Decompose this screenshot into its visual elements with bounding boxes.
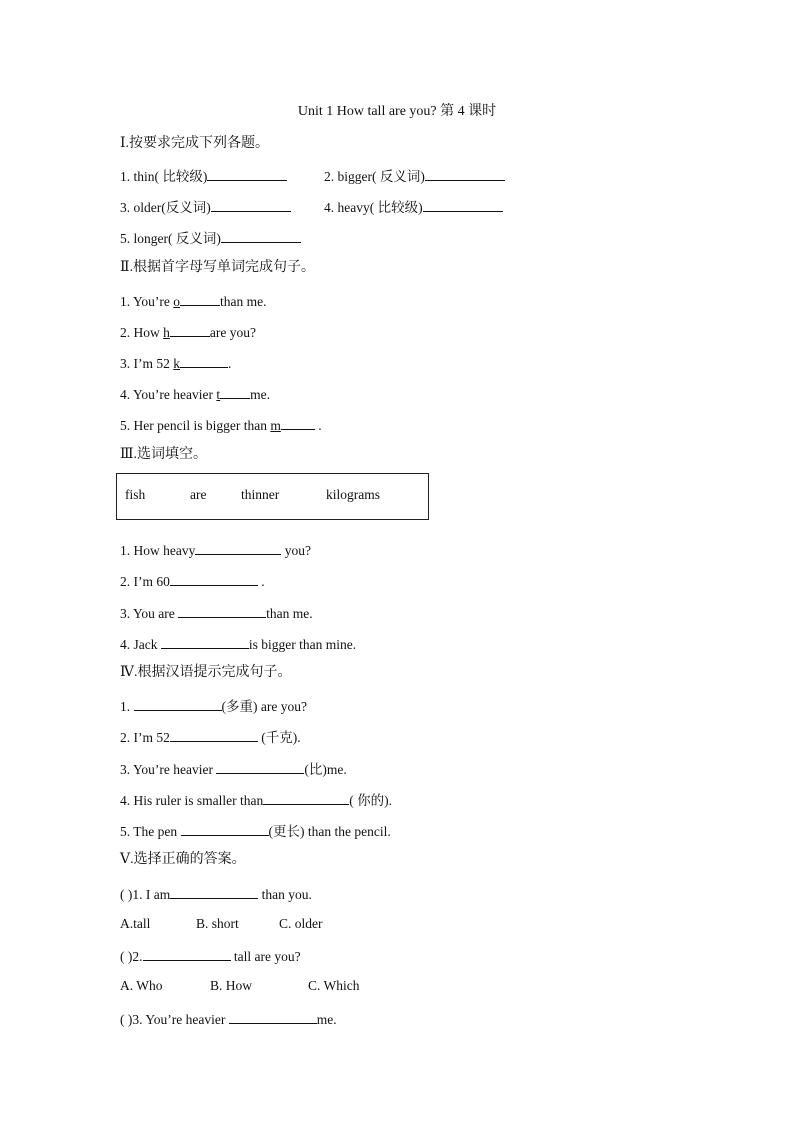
option-b[interactable]: B. short: [196, 916, 239, 931]
s2-question-1: 1. You’re o than me.: [120, 291, 267, 311]
s3-question-2: 2. I’m 60 .: [120, 571, 265, 591]
initial-letter: h: [163, 325, 170, 340]
option-c[interactable]: C. older: [279, 916, 323, 931]
answer-blank[interactable]: [281, 415, 315, 430]
s2-question-2: 2. How h are you?: [120, 322, 256, 342]
answer-blank[interactable]: [178, 603, 266, 618]
answer-blank[interactable]: [170, 571, 258, 586]
answer-blank[interactable]: [161, 634, 249, 649]
answer-blank[interactable]: [180, 291, 220, 306]
answer-blank[interactable]: [423, 197, 503, 212]
section-1-heading: Ⅰ.按要求完成下列各题。: [120, 136, 270, 151]
s1-question-3: 3. older(反义词): [120, 197, 291, 217]
initial-letter: o: [173, 294, 181, 309]
word-bank-item: thinner: [241, 487, 280, 502]
s4-question-4: 4. His ruler is smaller than ( 你的).: [120, 790, 392, 810]
initial-letter: k: [173, 356, 180, 371]
s5-question-1: ( )1. I am than you.: [120, 884, 312, 904]
section-5-heading: Ⅴ.选择正确的答案。: [120, 852, 246, 867]
s1-question-1: 1. thin( 比较级): [120, 166, 287, 186]
s3-question-3: 3. You are than me.: [120, 603, 313, 623]
section-3-heading: Ⅲ.选词填空。: [120, 447, 208, 462]
s4-question-3: 3. You’re heavier (比)me.: [120, 759, 347, 779]
initial-letter: m: [270, 418, 281, 433]
option-a[interactable]: A.tall: [120, 916, 151, 931]
s2-question-4: 4. You’re heavier t me.: [120, 384, 270, 404]
answer-blank[interactable]: [216, 759, 304, 774]
option-c[interactable]: C. Which: [308, 978, 360, 993]
answer-blank[interactable]: [170, 727, 258, 742]
answer-blank[interactable]: [134, 696, 222, 711]
s1-question-5: 5. longer( 反义词): [120, 228, 301, 248]
section-2-heading: Ⅱ.根据首字母写单词完成句子。: [120, 260, 316, 275]
word-bank-item: kilograms: [326, 487, 380, 502]
s4-question-5: 5. The pen (更长) than the pencil.: [120, 821, 391, 841]
answer-blank[interactable]: [207, 166, 287, 181]
answer-blank[interactable]: [170, 322, 210, 337]
answer-blank[interactable]: [180, 353, 228, 368]
s4-question-1: 1. (多重) are you?: [120, 696, 307, 716]
s4-question-2: 2. I’m 52 (千克).: [120, 727, 301, 747]
initial-letter: t: [216, 387, 221, 402]
s1-question-4: 4. heavy( 比较级): [324, 197, 503, 217]
answer-blank[interactable]: [211, 197, 291, 212]
option-b[interactable]: B. How: [210, 978, 253, 993]
section-4-heading: Ⅳ.根据汉语提示完成句子。: [120, 665, 292, 680]
answer-blank[interactable]: [170, 884, 258, 899]
s3-question-4: 4. Jack is bigger than mine.: [120, 634, 356, 654]
word-bank-box: [116, 473, 429, 520]
answer-blank[interactable]: [143, 946, 231, 961]
option-a[interactable]: A. Who: [120, 978, 163, 993]
s1-question-2: 2. bigger( 反义词): [324, 166, 505, 186]
page-title: Unit 1 How tall are you? 第 4 课时: [297, 104, 497, 119]
answer-blank[interactable]: [181, 821, 269, 836]
word-bank-item: are: [190, 487, 207, 502]
s5-question-3: ( )3. You’re heavier me.: [120, 1009, 337, 1029]
answer-blank[interactable]: [195, 540, 281, 555]
answer-blank[interactable]: [229, 1009, 317, 1024]
s2-question-3: 3. I’m 52 k .: [120, 353, 231, 373]
s5-question-2: ( )2. tall are you?: [120, 946, 301, 966]
answer-blank[interactable]: [221, 228, 301, 243]
answer-blank[interactable]: [425, 166, 505, 181]
s3-question-1: 1. How heavy you?: [120, 540, 311, 560]
s2-question-5: 5. Her pencil is bigger than m .: [120, 415, 322, 435]
answer-blank[interactable]: [220, 384, 250, 399]
word-bank-item: fish: [125, 487, 146, 502]
answer-blank[interactable]: [263, 790, 349, 805]
